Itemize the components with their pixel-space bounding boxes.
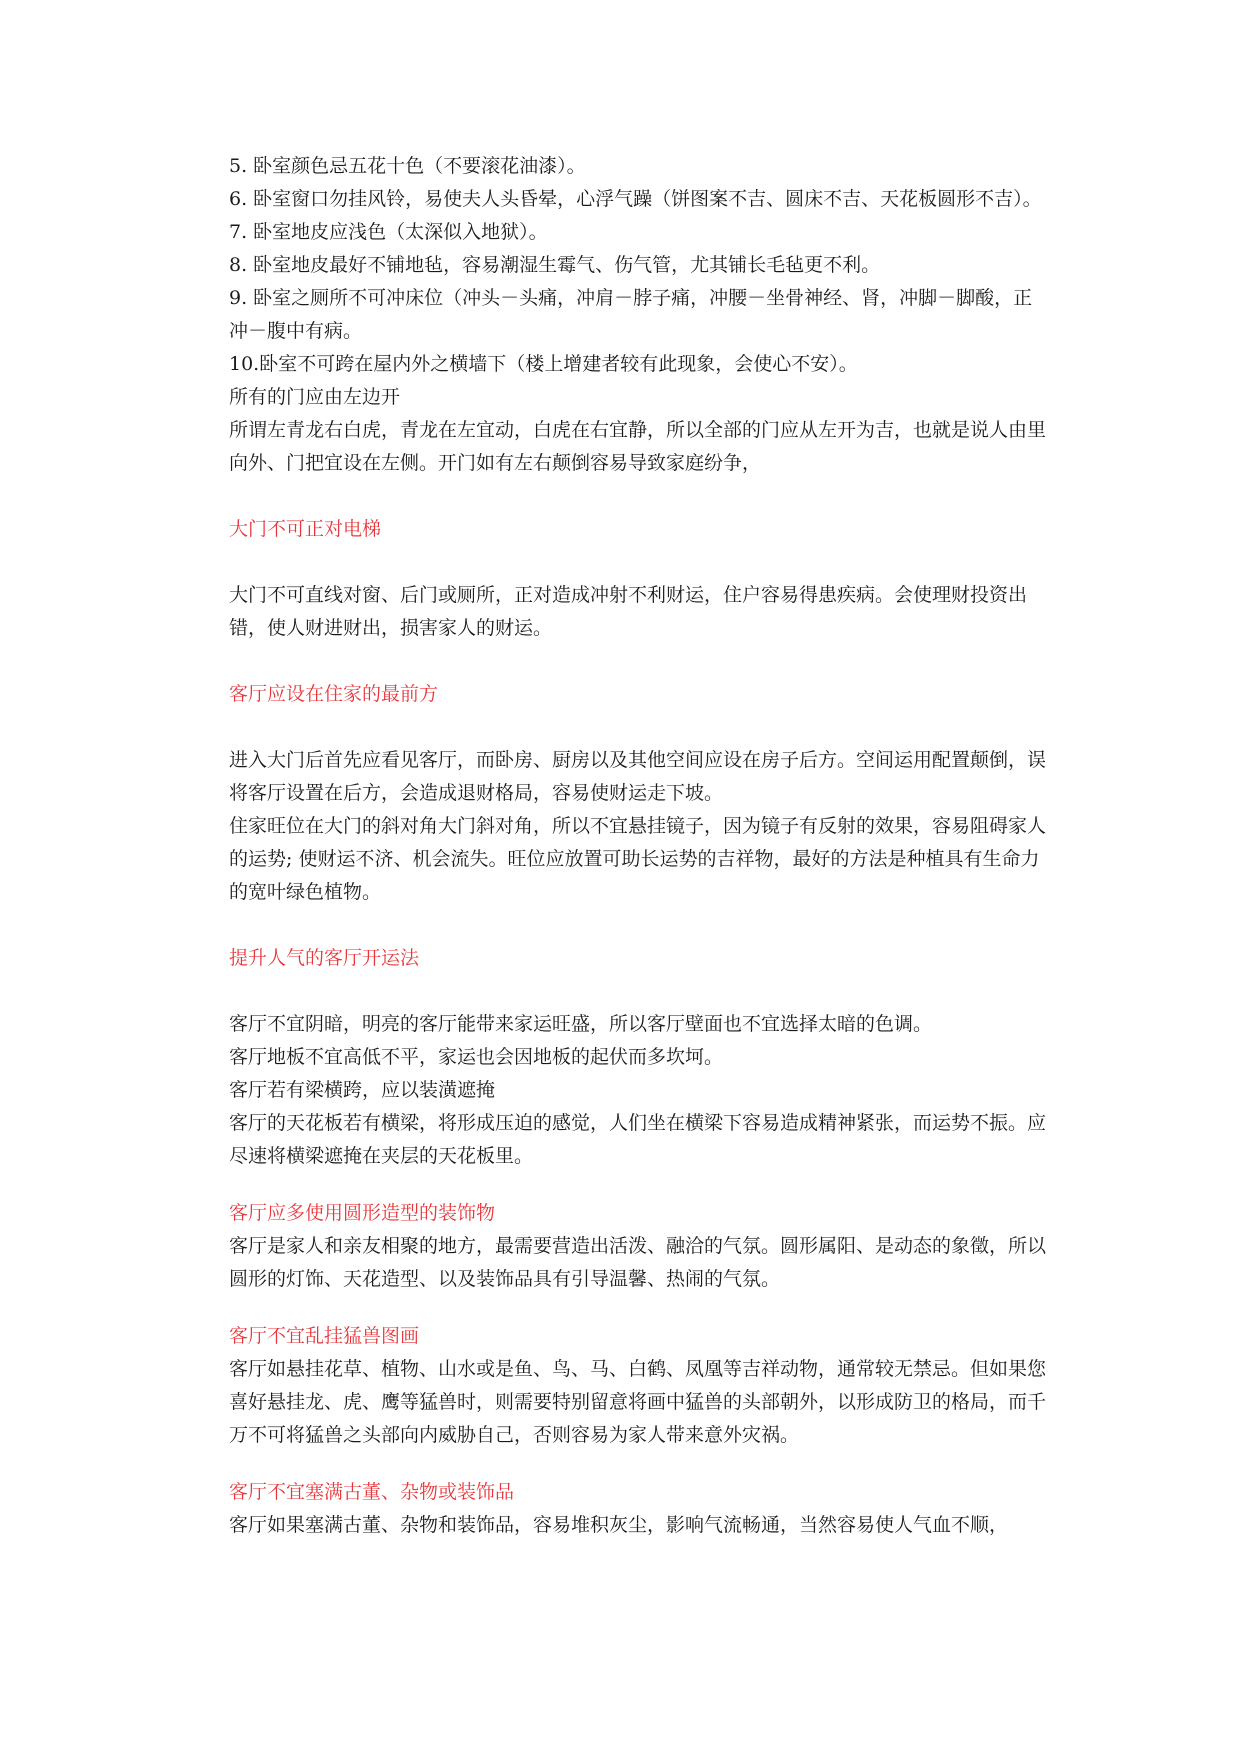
door-paragraph: 所谓左青龙右白虎，青龙在左宜动，白虎在右宜静，所以全部的门应从左开为吉，也就是说人由里向外、门把宜设在左侧。开门如有左右颠倒容易导致家庭纷争， (229, 419, 1047, 474)
bedroom-item-5: 5. 卧室颜色忌五花十色（不要滚花油漆）。 (229, 155, 586, 177)
section-paragraph: 客厅地板不宜高低不平，家运也会因地板的起伏而多坎坷。 (229, 1046, 724, 1068)
document-page (229, 150, 1049, 1542)
bedroom-item-6: 6. 卧室窗口勿挂风铃，易使夫人头昏晕，心浮气躁（饼图案不吉、圆床不吉、天花板圆形不吉）。 (229, 188, 1042, 210)
section-paragraph: 进入大门后首先应看见客厅，而卧房、厨房以及其他空间应设在房子后方。空间运用配置颠倒，误将客厅设置在后方，会造成退财格局，容易使财运走下坡。 (229, 749, 1047, 804)
section-paragraph: 客厅如果塞满古董、杂物和装饰品，容易堆积灰尘，影响气流畅通，当然容易使人气血不顺， (229, 1514, 1009, 1536)
bedroom-item-8: 8. 卧室地皮最好不铺地毡，容易潮湿生霉气、伤气管，尤其铺长毛毡更不利。 (229, 254, 881, 276)
section-heading-living-room-luck: 提升人气的客厅开运法 (229, 947, 420, 969)
section-paragraph: 客厅如悬挂花草、植物、山水或是鱼、鸟、马、白鹤、凤凰等吉祥动物，通常较无禁忌。但如果您喜好悬挂龙、虎、鹰等猛兽时，则需要特别留意将画中猛兽的头部朝外，以形成防卫的格局，而千万不可将猛兽之头部向内威胁自己，否则容易为家人带来意外灾祸。 (229, 1358, 1047, 1446)
section-paragraph: 客厅是家人和亲友相聚的地方，最需要营造出活泼、融洽的气氛。圆形属阳、是动态的象徵，所以圆形的灯饰、天花造型、以及装饰品具有引导温馨、热闹的气氛。 (229, 1235, 1047, 1290)
section-heading-living-room-front: 客厅应设在住家的最前方 (229, 683, 439, 705)
door-title: 所有的门应由左边开 (229, 386, 401, 408)
section-heading-antiques-clutter: 客厅不宜塞满古董、杂物或装饰品 (229, 1481, 515, 1503)
bedroom-item-9: 9. 卧室之厕所不可冲床位（冲头－头痛，冲肩－脖子痛，冲腰－坐骨神经、肾，冲脚－脚酸，正冲－腹中有病。 (229, 287, 1033, 342)
section-heading-round-decor: 客厅应多使用圆形造型的装饰物 (229, 1202, 496, 1224)
section-paragraph: 客厅若有梁横跨，应以装潢遮掩 (229, 1079, 496, 1101)
section-paragraph: 住家旺位在大门的斜对角大门斜对角，所以不宜悬挂镜子，因为镜子有反射的效果，容易阻碍家人的运势; 使财运不济、机会流失。旺位应放置可助长运势的吉祥物，最好的方法是种植具有生命力的宽叶绿色植物。 (229, 815, 1047, 903)
section-heading-beast-paintings: 客厅不宜乱挂猛兽图画 (229, 1325, 420, 1347)
bedroom-item-10: 10.卧室不可跨在屋内外之横墙下（楼上增建者较有此现象，会使心不安）。 (229, 353, 858, 375)
section-paragraph: 客厅的天花板若有横梁，将形成压迫的感觉，人们坐在横梁下容易造成精神紧张，而运势不振。应尽速将横梁遮掩在夹层的天花板里。 (229, 1112, 1047, 1167)
section-heading-entrance-elevator: 大门不可正对电梯 (229, 518, 382, 540)
section-paragraph: 大门不可直线对窗、后门或厕所，正对造成冲射不利财运，住户容易得患疾病。会使理财投资出错，使人财进财出，损害家人的财运。 (229, 584, 1028, 639)
section-paragraph: 客厅不宜阴暗，明亮的客厅能带来家运旺盛，所以客厅壁面也不宜选择太暗的色调。 (229, 1013, 933, 1035)
bedroom-item-7: 7. 卧室地皮应浅色（太深似入地狱）。 (229, 221, 548, 243)
